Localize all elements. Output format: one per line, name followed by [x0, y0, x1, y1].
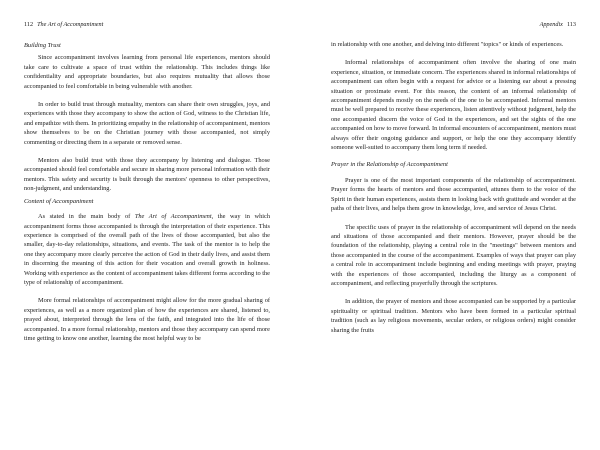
- paragraph: Since accompaniment involves learning from personal life experiences, mentors should take care to cultivate a space of trust within the relationship. This includes things like confidentiality and appropriate boundaries, but also requires mutuality that allows those accompanied to feel comfortable in being vulnerable with another.: [24, 54, 270, 90]
- paragraph: Prayer is one of the most important components of the relationship of accompaniment. Prayer forms the hearts of mentors and those accompanied, attunes them to the voice of the Spirit in their human experiences, assists them in looking back with gratitude and wonder at the paths of their lives, and helps them grow in knowledge, love, and service of Jesus Christ.: [331, 176, 576, 213]
- paragraph: in relationship with one another, and delving into different "topics" or kinds of experiences.: [331, 41, 564, 48]
- paragraph: Mentors also build trust with those they accompany by listening and dialogue. Those accompanied should feel comfortable and secure in sharing more personal information with their mentors. This safety and security is built through the mentors' openness to other perspectives, non-judgment, and understanding.: [24, 157, 270, 193]
- paragraph: In addition, the prayer of mentors and those accompanied can be supported by a particular spirituality or spiritual tradition. Mentors who have been formed in a particular spiritual tradition (such as lay religious movements, secular orders, or religious orders) might consider sharing the fruits: [331, 298, 576, 334]
- left-page-body: [24, 30, 270, 343]
- book-title: The Art of Accompaniment: [134, 213, 212, 221]
- page-number: 113: [566, 21, 576, 28]
- paragraph: More formal relationships of accompaniment might allow for the more gradual sharing of experiences, as well as a more organized plan of how the experiences are shared, listened to, prayed about, interpreted through the lens of the faith, and integrated into the life of those accompanied. In a more formal relationship, mentors and those they accompany can spend more time getting to know one another, learning the most helpful way to be: [24, 297, 270, 342]
- section-heading: Content of Accompaniment: [24, 197, 94, 205]
- right-page-body: [331, 30, 576, 335]
- right-running-head: [331, 0, 576, 30]
- paragraph: Informal relationships of accompaniment often involve the sharing of one main experience, situation, or immediate concern. The experiences shared in informal relationships of accompaniment can often begin with a request for advice or a listening ear about a pressing situation or proximate event. For this reason, the content of an informal relationship of accompaniment depends mostly on the needs of the one to be accompanied. Informal mentors must be well prepared to receive these experiences, listen attentively without judgment, help the one accompanied discern the voice of God in the experiences, and set the sights of the one accompanied on how to move forward. In informal encounters of accompaniment, mentors must always offer their ongoing guidance and support, or help the one they accompany identify someone well-suited to accompany them long term if needed.: [331, 59, 576, 152]
- section-heading: Prayer in the Relationship of Accompaniment: [331, 161, 448, 169]
- left-running-head: [24, 0, 270, 30]
- running-title: The Art of Accompaniment: [37, 21, 104, 28]
- running-title: Appendix: [539, 21, 563, 28]
- section-heading: Building Trust: [24, 42, 61, 49]
- paragraph: In order to build trust through mutuality, mentors can share their own struggles, joys, and experiences with those they accompany to show the action of God, witness to the Christian life, and empathize with them. In prioritizing empathy in the relationship of accompaniment, mentors show themselves to be on the Christian journey with those accompanied, not simply commenting or directing them in a separate or removed sense.: [24, 101, 270, 146]
- page-number: 112: [24, 21, 34, 28]
- right-page: [300, 0, 600, 450]
- paragraph: As stated in the main body of The Art of Accompaniment, the way in which accompaniment forms those accompanied is through the interpretation of their experience. This experience is comprised of the overall path of the lives of those accompanied, but also the smaller, day-to-day relationships, situations, and events. The task of the mentor is to help the one they accompany more clearly perceive the action of God in their daily lives, and assist them in discerning the meaning of this action for their vocation and overall growth in holiness. Working with experience as the content of accompaniment takes different forms according to the type of relationship of accompaniment.: [24, 213, 270, 286]
- paragraph: The specific uses of prayer in the relationship of accompaniment will depend on the needs and situations of those accompanied and their mentors. However, prayer should be the foundation of the relationship, playing a central role in the "meetings" between mentors and those accompanied in the course of the accompaniment. Examples of ways that prayer can play a central role in accompaniment include beginning and ending meetings with prayer, praying with the experiences of those accompanied, including the liturgy as a component of accompaniment, and reflecting prayerfully through the scriptures.: [331, 223, 576, 287]
